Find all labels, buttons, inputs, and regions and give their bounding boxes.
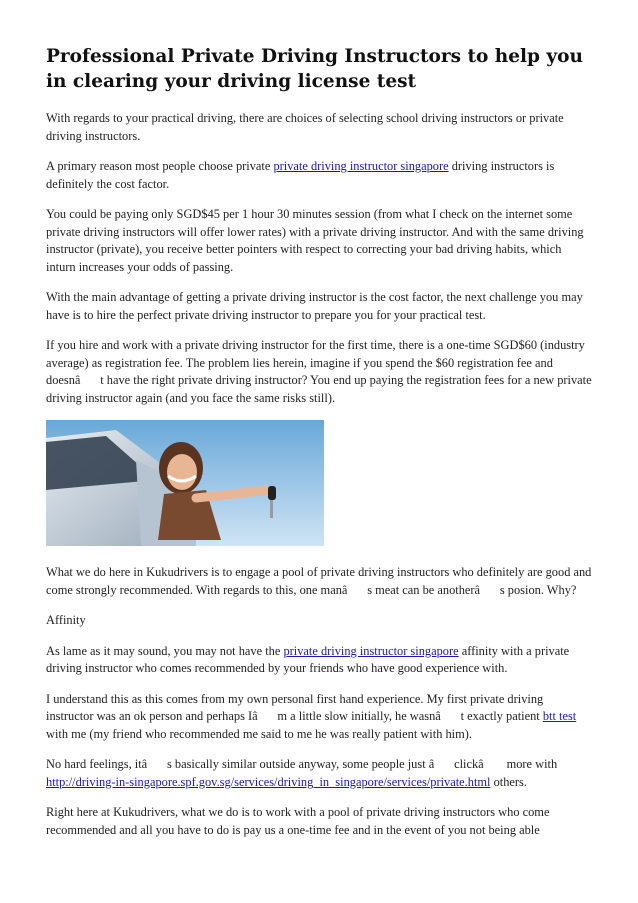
text-span: with me (my friend who recommended me said to me he was really patient with him). <box>46 726 472 741</box>
text-span: A primary reason most people choose private <box>46 159 274 173</box>
text-span: No hard feelings, itâs basically similar outside anyway, some people just âclickâ more with <box>46 757 558 771</box>
paragraph-pricing: You could be paying only SGD$45 per 1 hour 30 minutes session (from what I check on the internet some private driving instructors will offer lower rates) with a private driving instructor. And with the same driving instructor (private), you receive better pointers with respect to correcting your bad driving habits, which inturn increases your odds of passing. <box>46 207 584 274</box>
paragraph-affinity <box>46 643 592 678</box>
text-span: driving instructors is definitely the cost factor. <box>46 159 555 191</box>
text-span: affinity with a private driving instructor who comes recommended by your friends who have good experience with. <box>46 643 570 675</box>
link-private-driving-instructor-2[interactable]: private driving instructor singapore <box>283 643 459 658</box>
text-span: As lame as it may sound, you may not have the <box>46 643 284 658</box>
photo-girl-with-car-key <box>46 420 324 546</box>
paragraph-experience <box>46 691 592 744</box>
link-private-driving-instructor[interactable]: private driving instructor singapore <box>273 159 449 173</box>
paragraph-registration-fee: If you hire and work with a private driving instructor for the first time, there is a one-time SGD$60 (industry average) as registration fee. The problem lies herein, imagine if you spend the $60 registration fee and doesnât have the right private driving instructor? You end up paying the registration fees for a new private driving instructor again (and you face the same risks still). <box>46 338 592 405</box>
paragraph-intro: With regards to your practical driving, there are choices of selecting school driving instructors or private driving instructors. <box>46 111 564 143</box>
link-spf-private-driving[interactable]: http://driving-in-singapore.spf.gov.sg/services/driving_in_singapore/services/private.html <box>46 774 491 789</box>
text-span: others. <box>490 774 527 789</box>
paragraph-kukudrivers-pool: What we do here in Kukudrivers is to engage a pool of private driving instructors who definitely are good and come strongly recommended. With regards to this, one manâs meat can be anotherâs posion. Why? <box>46 565 592 597</box>
text-span: I understand this as this comes from my own personal first hand experience. My first private driving instructor was an ok person and perhaps Iâm a little slow initially, he wasnât exactly patient <box>46 691 544 723</box>
paragraph-affinity-heading: Affinity <box>46 613 86 627</box>
page-title: Professional Private Driving Instructors to help you in clearing your driving license test <box>46 46 583 92</box>
paragraph-next-challenge: With the main advantage of getting a private driving instructor is the cost factor, the next challenge you may have is to hire the perfect private driving instructor to prepare you for your practical test. <box>46 290 583 322</box>
link-btt-test[interactable]: btt test <box>542 709 577 723</box>
document-page <box>46 44 592 852</box>
paragraph-no-hard-feelings <box>46 756 592 791</box>
paragraph-kukudrivers-fee: Right here at Kukudrivers, what we do is to work with a pool of private driving instructors who come recommended and all you have to do is pay us a one-time fee and in the event of you not being able <box>46 805 550 837</box>
paragraph-cost-factor <box>46 158 592 193</box>
photo-illustration <box>46 420 324 546</box>
